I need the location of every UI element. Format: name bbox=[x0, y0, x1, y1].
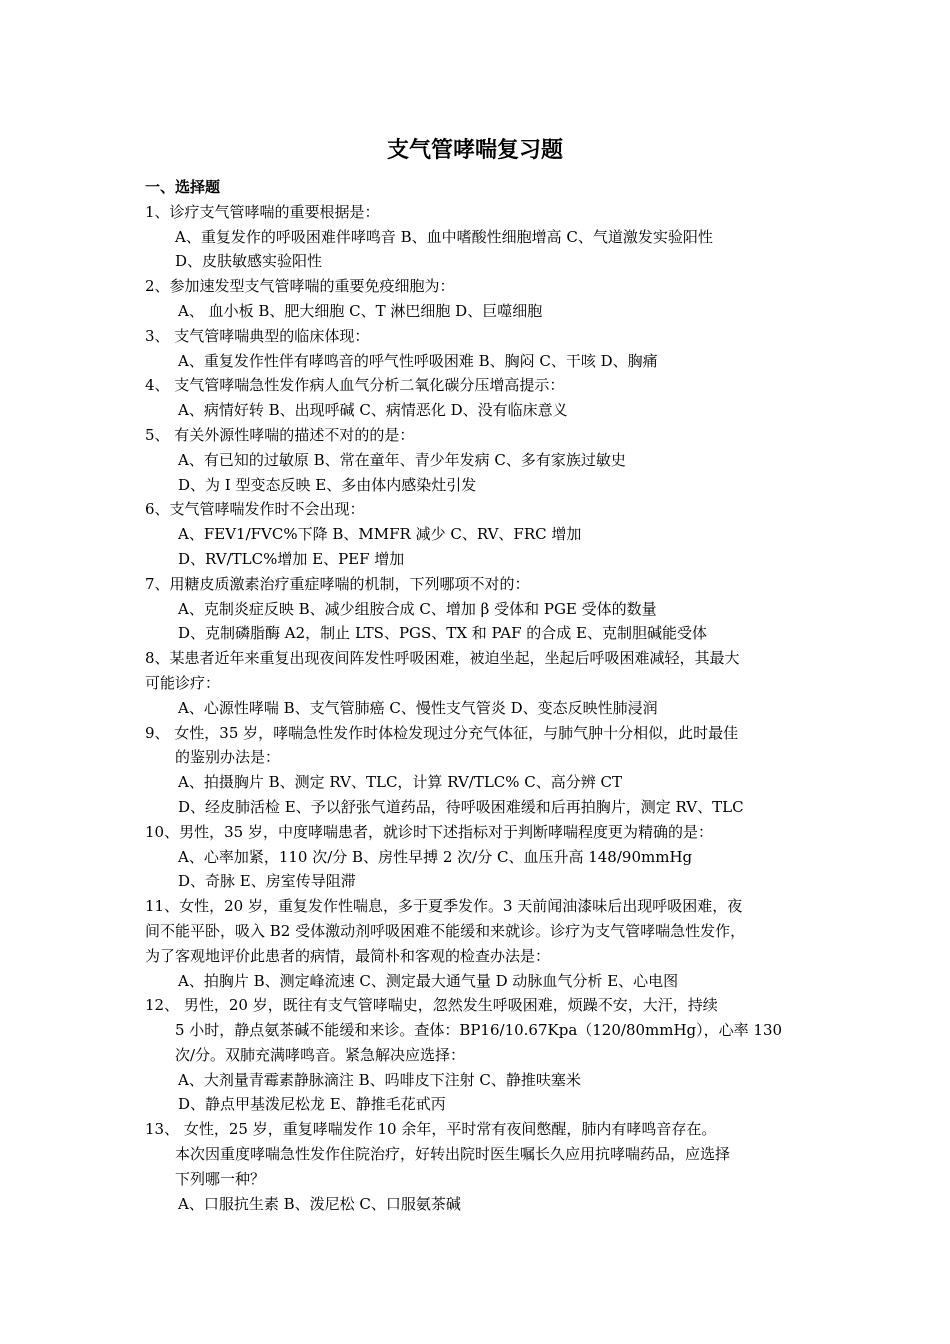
option-line: A、病情好转 B、出现呼碱 C、病情恶化 D、没有临床意义 bbox=[178, 401, 568, 420]
option-line: 的鉴别办法是： bbox=[175, 748, 281, 767]
option-line: A、拍胸片 B、测定峰流速 C、测定最大通气量 D 动脉血气分析 E、心电图 bbox=[178, 971, 679, 990]
option-line: A、有已知的过敏原 B、常在童年、青少年发病 C、多有家族过敏史 bbox=[178, 450, 626, 469]
option-line: A、心率加紧，110 次/分 B、房性早搏 2 次/分 C、血压升高 148/90mmHg bbox=[178, 847, 693, 866]
question-list bbox=[145, 175, 825, 1216]
question-line: 2、参加速发型支气管哮喘的重要免疫细胞为： bbox=[145, 277, 455, 296]
option-line: D、克制磷脂酶 A2，制止 LTS、PGS、TX 和 PAF 的合成 E、克制胆碱能受体 bbox=[178, 624, 707, 643]
document-title: 支气管哮喘复习题 bbox=[386, 137, 563, 163]
question-line: 间不能平卧，吸入 B2 受体激动剂呼吸困难不能缓和来就诊。诊疗为支气管哮喘急性发作， bbox=[145, 921, 746, 940]
option-line: D、RV/TLC%增加 E、PEF 增加 bbox=[178, 549, 405, 568]
section-title: 一、选择题 bbox=[145, 178, 221, 196]
question-line: 13、 女性，25 岁，重复哮喘发作 10 余年，平时常有夜间憋醒，肺内有哮鸣音存在。 bbox=[145, 1120, 717, 1139]
option-line: A、 血小板 B、肥大细胞 C、T 淋巴细胞 D、巨噬细胞 bbox=[178, 301, 543, 320]
option-line: D、静点甲基泼尼松龙 E、静推毛花甙丙 bbox=[178, 1095, 446, 1114]
question-line: 1、诊疗支气管哮喘的重要根据是： bbox=[145, 202, 380, 221]
question-line: 11、女性，20 岁，重复发作性喘息，多于夏季发作。3 天前闻油漆味后出现呼吸困难，夜 bbox=[145, 897, 743, 916]
option-line: A、拍摄胸片 B、测定 RV、TLC，计算 RV/TLC% C、高分辨 CT bbox=[178, 773, 623, 792]
option-line: D、经皮肺活检 E、予以舒张气道药品，待呼吸困难缓和后再拍胸片，测定 RV、TLC bbox=[178, 797, 744, 816]
question-line: 8、某患者近年来重复出现夜间阵发性呼吸困难，被迫坐起，坐起后呼吸困难减轻，其最大 bbox=[145, 649, 740, 668]
question-line: 为了客观地评价此患者的病情，最简朴和客观的检查办法是： bbox=[145, 946, 551, 965]
question-line: 5、 有关外源性哮喘的描述不对的的是： bbox=[145, 425, 415, 444]
question-line: 12、 男性，20 岁，既往有支气管哮喘史，忽然发生呼吸困难，烦躁不安，大汗，持续 bbox=[145, 996, 718, 1015]
option-line: 5 小时，静点氨茶碱不能缓和来诊。查体：BP16/10.67Kpa（120/80mmHg），心率 130 bbox=[175, 1021, 783, 1040]
option-line: 本次因重度哮喘急性发作住院治疗，好转出院时医生嘱长久应用抗哮喘药品，应选择 bbox=[175, 1145, 731, 1164]
option-line: A、心源性哮喘 B、支气管肺癌 C、慢性支气管炎 D、变态反映性肺浸润 bbox=[178, 698, 658, 717]
question-line: 可能诊疗： bbox=[145, 673, 221, 692]
option-line: A、FEV1/FVC%下降 B、MMFR 减少 C、RV、FRC 增加 bbox=[178, 525, 582, 544]
question-line: 6、支气管哮喘发作时不会出现： bbox=[145, 500, 365, 519]
option-line: 次/分。双肺充满哮鸣音。紧急解决应选择： bbox=[175, 1045, 466, 1064]
question-line: 3、 支气管哮喘典型的临床体现： bbox=[145, 326, 370, 345]
option-line: A、重复发作性伴有哮鸣音的呼气性呼吸困难 B、胸闷 C、干咳 D、胸痛 bbox=[178, 351, 658, 370]
option-line: D、皮肤敏感实验阳性 bbox=[175, 252, 323, 271]
option-line: A、大剂量青霉素静脉滴注 B、吗啡皮下注射 C、静推呋塞米 bbox=[178, 1070, 581, 1089]
question-line: 10、男性，35 岁，中度哮喘患者，就诊时下述指标对于判断哮喘程度更为精确的是： bbox=[145, 822, 713, 841]
question-line: 4、 支气管哮喘急性发作病人血气分析二氧化碳分压增高提示： bbox=[145, 376, 565, 395]
option-line: A、口服抗生素 B、泼尼松 C、口服氨茶碱 bbox=[178, 1194, 461, 1213]
option-line: 下列哪一种？ bbox=[175, 1169, 266, 1188]
question-line: 7、用糖皮质激素治疗重症哮喘的机制，下列哪项不对的： bbox=[145, 574, 530, 593]
option-line: D、奇脉 E、房室传导阻滞 bbox=[178, 872, 356, 891]
option-line: A、重复发作的呼吸困难伴哮鸣音 B、血中嗜酸性细胞增高 C、气道激发实验阳性 bbox=[175, 227, 713, 246]
option-line: A、克制炎症反映 B、减少组胺合成 C、增加 β 受体和 PGE 受体的数量 bbox=[178, 599, 657, 618]
option-line: D、为 I 型变态反映 E、多由体内感染灶引发 bbox=[178, 475, 477, 494]
question-line: 9、 女性，35 岁，哮喘急性发作时体检发现过分充气体征，与肺气肿十分相似，此时最佳 bbox=[145, 723, 739, 742]
